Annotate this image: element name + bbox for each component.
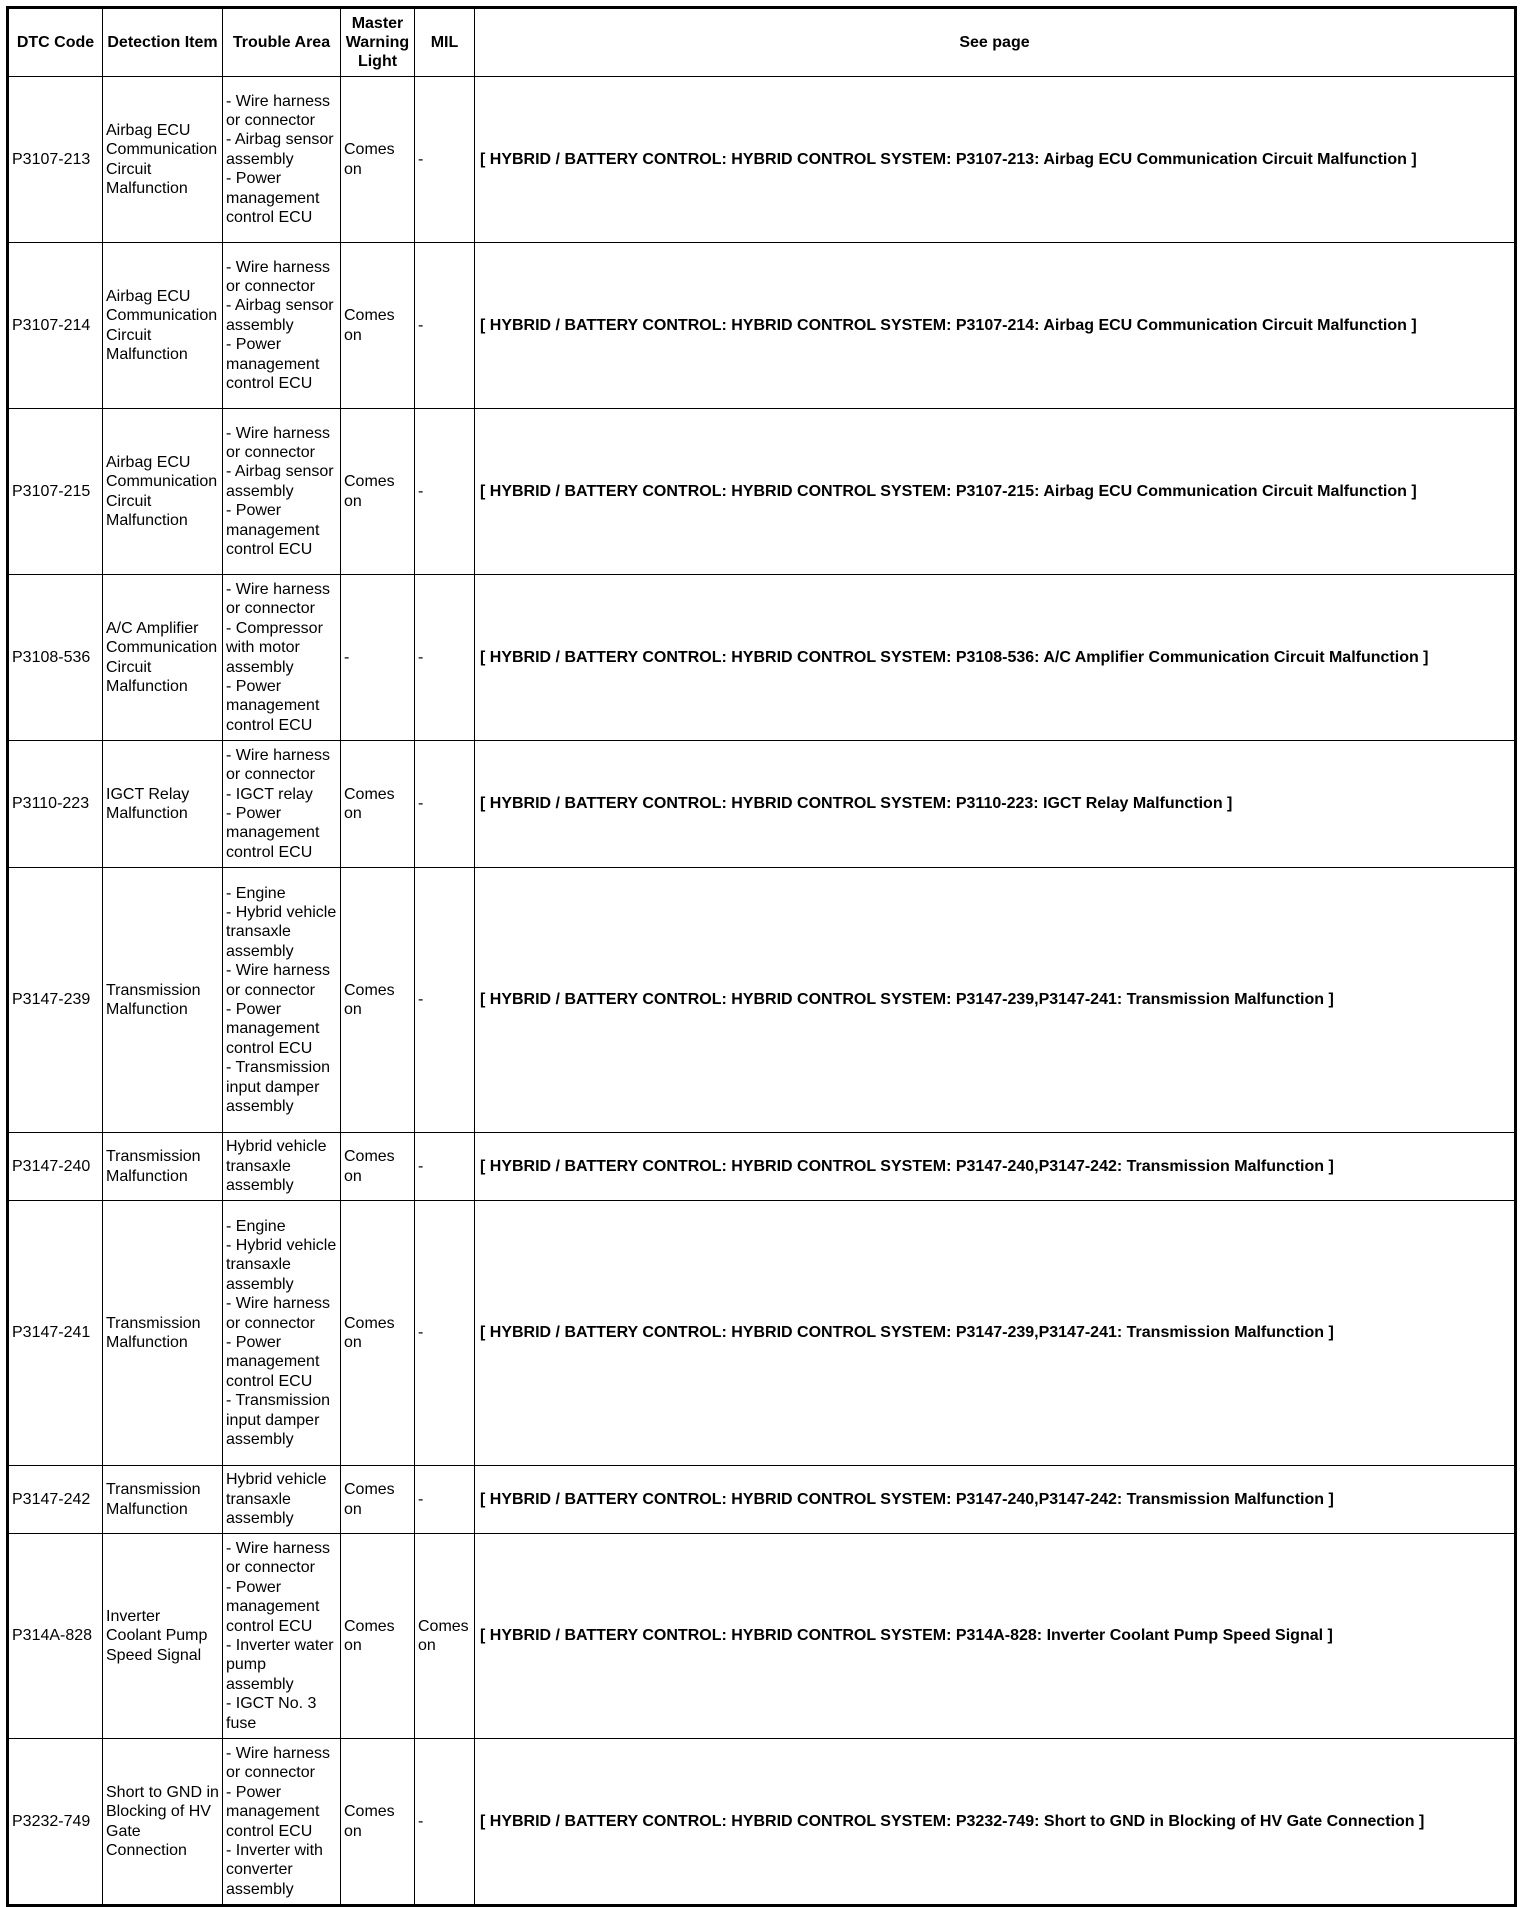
master-warning-light-cell: Comes on [341,409,415,575]
see-page-link[interactable]: [ HYBRID / BATTERY CONTROL: HYBRID CONTROL SYSTEM: P3108-536: A/C Amplifier Communication Circuit Malfunction ] [475,575,1516,741]
detection-item-cell: Airbag ECU Communication Circuit Malfunction [103,243,223,409]
table-row [8,1466,1516,1534]
mil-cell: - [415,1133,475,1201]
table-row [8,1534,1516,1739]
dtc-code-cell: P3107-215 [8,409,103,575]
mil-cell: - [415,409,475,575]
header-master-warning-light: Master Warning Light [341,8,415,77]
master-warning-light-cell: Comes on [341,1466,415,1534]
table-row [8,575,1516,741]
see-page-link[interactable]: [ HYBRID / BATTERY CONTROL: HYBRID CONTROL SYSTEM: P314A-828: Inverter Coolant Pump Speed Signal ] [475,1534,1516,1739]
detection-item-cell: IGCT Relay Malfunction [103,741,223,868]
see-page-link[interactable]: [ HYBRID / BATTERY CONTROL: HYBRID CONTROL SYSTEM: P3147-239,P3147-241: Transmission Malfunction ] [475,868,1516,1133]
trouble-area-cell: Hybrid vehicle transaxle assembly [223,1466,341,1534]
detection-item-cell: Short to GND in Blocking of HV Gate Connection [103,1739,223,1906]
mil-cell: - [415,1466,475,1534]
master-warning-light-cell: Comes on [341,1739,415,1906]
master-warning-light-cell: - [341,575,415,741]
see-page-link[interactable]: [ HYBRID / BATTERY CONTROL: HYBRID CONTROL SYSTEM: P3147-240,P3147-242: Transmission Malfunction ] [475,1466,1516,1534]
dtc-code-cell: P3147-240 [8,1133,103,1201]
dtc-table-container [6,6,1514,1898]
dtc-code-cell: P3147-241 [8,1201,103,1466]
table-row [8,409,1516,575]
master-warning-light-cell: Comes on [341,1534,415,1739]
master-warning-light-cell: Comes on [341,77,415,243]
table-row [8,243,1516,409]
see-page-link[interactable]: [ HYBRID / BATTERY CONTROL: HYBRID CONTROL SYSTEM: P3107-213: Airbag ECU Communication Circuit Malfunction ] [475,77,1516,243]
trouble-area-cell: - Wire harness or connector - IGCT relay - Power management control ECU [223,741,341,868]
see-page-link[interactable]: [ HYBRID / BATTERY CONTROL: HYBRID CONTROL SYSTEM: P3110-223: IGCT Relay Malfunction ] [475,741,1516,868]
mil-cell: - [415,77,475,243]
trouble-area-cell: - Wire harness or connector - Power management control ECU - Inverter with converter assembly [223,1739,341,1906]
see-page-link[interactable]: [ HYBRID / BATTERY CONTROL: HYBRID CONTROL SYSTEM: P3232-749: Short to GND in Blocking of HV Gate Connection ] [475,1739,1516,1906]
dtc-code-cell: P3108-536 [8,575,103,741]
detection-item-cell: Transmission Malfunction [103,1133,223,1201]
detection-item-cell: A/C Amplifier Communication Circuit Malfunction [103,575,223,741]
detection-item-cell: Airbag ECU Communication Circuit Malfunction [103,77,223,243]
master-warning-light-cell: Comes on [341,1201,415,1466]
mil-cell: - [415,1739,475,1906]
header-dtc-code: DTC Code [8,8,103,77]
trouble-area-cell: - Wire harness or connector - Power management control ECU - Inverter water pump assembly - IGCT No. 3 fuse [223,1534,341,1739]
detection-item-cell: Transmission Malfunction [103,1201,223,1466]
dtc-code-cell: P3147-239 [8,868,103,1133]
header-mil: MIL [415,8,475,77]
detection-item-cell: Airbag ECU Communication Circuit Malfunction [103,409,223,575]
trouble-area-cell: - Engine - Hybrid vehicle transaxle assembly - Wire harness or connector - Power management control ECU - Transmission input damper assembly [223,868,341,1133]
detection-item-cell: Inverter Coolant Pump Speed Signal [103,1534,223,1739]
dtc-code-cell: P3232-749 [8,1739,103,1906]
header-trouble-area: Trouble Area [223,8,341,77]
header-row [8,8,1516,77]
master-warning-light-cell: Comes on [341,243,415,409]
mil-cell: Comes on [415,1534,475,1739]
dtc-code-cell: P3147-242 [8,1466,103,1534]
table-row [8,1739,1516,1906]
table-row [8,868,1516,1133]
see-page-link[interactable]: [ HYBRID / BATTERY CONTROL: HYBRID CONTROL SYSTEM: P3107-214: Airbag ECU Communication Circuit Malfunction ] [475,243,1516,409]
master-warning-light-cell: Comes on [341,868,415,1133]
trouble-area-cell: - Wire harness or connector - Airbag sensor assembly - Power management control ECU [223,409,341,575]
detection-item-cell: Transmission Malfunction [103,868,223,1133]
dtc-code-cell: P314A-828 [8,1534,103,1739]
table-row [8,77,1516,243]
trouble-area-cell: - Engine - Hybrid vehicle transaxle assembly - Wire harness or connector - Power management control ECU - Transmission input damper assembly [223,1201,341,1466]
mil-cell: - [415,243,475,409]
mil-cell: - [415,1201,475,1466]
see-page-link[interactable]: [ HYBRID / BATTERY CONTROL: HYBRID CONTROL SYSTEM: P3107-215: Airbag ECU Communication Circuit Malfunction ] [475,409,1516,575]
trouble-area-cell: - Wire harness or connector - Airbag sensor assembly - Power management control ECU [223,77,341,243]
table-row [8,741,1516,868]
trouble-area-cell: - Wire harness or connector - Compressor with motor assembly - Power management control ECU [223,575,341,741]
master-warning-light-cell: Comes on [341,741,415,868]
detection-item-cell: Transmission Malfunction [103,1466,223,1534]
dtc-table [6,6,1517,1907]
trouble-area-cell: - Wire harness or connector - Airbag sensor assembly - Power management control ECU [223,243,341,409]
master-warning-light-cell: Comes on [341,1133,415,1201]
trouble-area-cell: Hybrid vehicle transaxle assembly [223,1133,341,1201]
mil-cell: - [415,575,475,741]
mil-cell: - [415,741,475,868]
table-row [8,1201,1516,1466]
table-row [8,1133,1516,1201]
dtc-code-cell: P3110-223 [8,741,103,868]
see-page-link[interactable]: [ HYBRID / BATTERY CONTROL: HYBRID CONTROL SYSTEM: P3147-239,P3147-241: Transmission Malfunction ] [475,1201,1516,1466]
header-see-page: See page [475,8,1516,77]
header-detection-item: Detection Item [103,8,223,77]
see-page-link[interactable]: [ HYBRID / BATTERY CONTROL: HYBRID CONTROL SYSTEM: P3147-240,P3147-242: Transmission Malfunction ] [475,1133,1516,1201]
dtc-code-cell: P3107-213 [8,77,103,243]
dtc-code-cell: P3107-214 [8,243,103,409]
mil-cell: - [415,868,475,1133]
